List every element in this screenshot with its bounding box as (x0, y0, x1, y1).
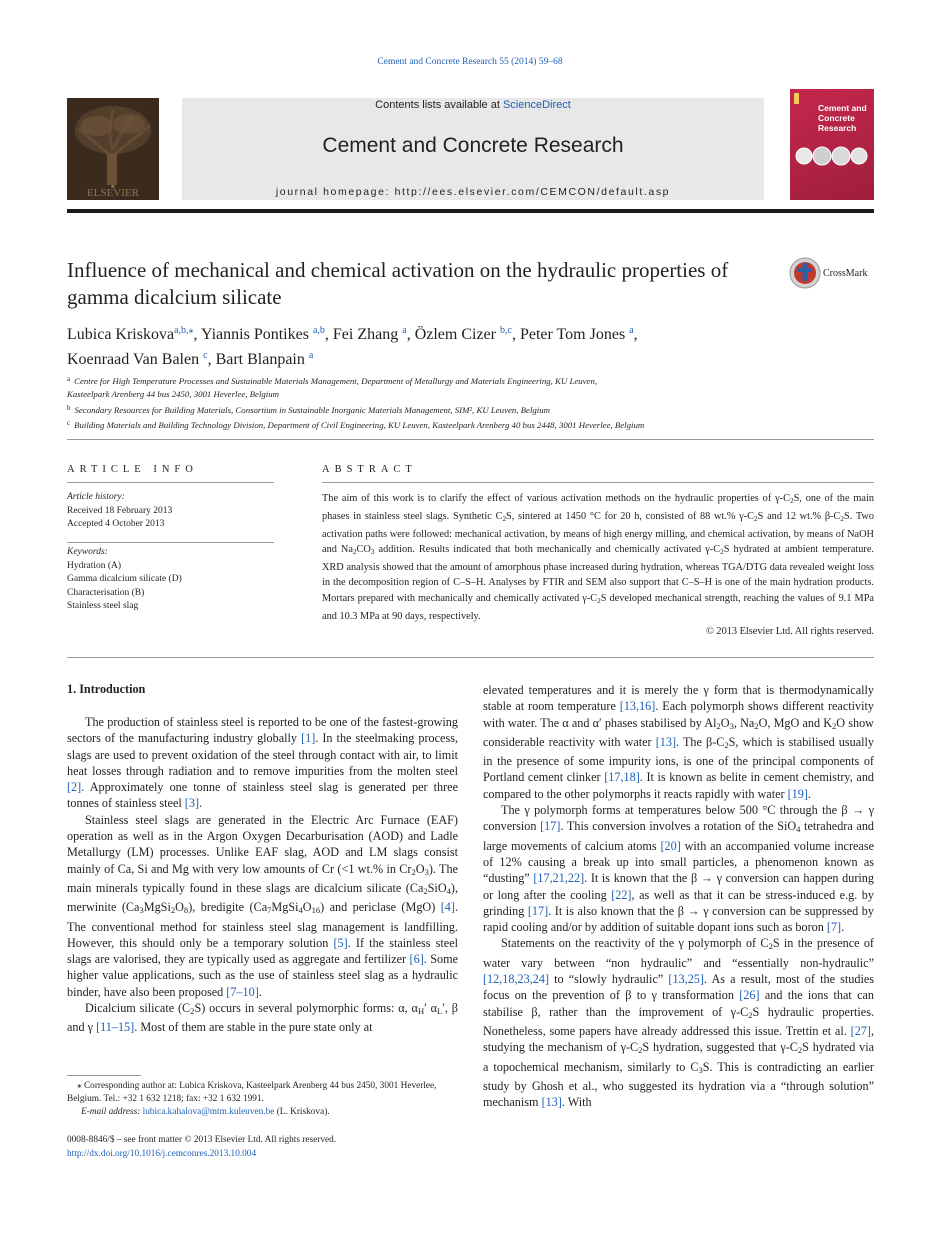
citation-link[interactable]: [27] (850, 1023, 871, 1038)
citation-link[interactable]: [11–15] (96, 1020, 135, 1035)
issn-line: 0008-8846/$ – see front matter © 2013 Elsevier Ltd. All rights reserved. (67, 1135, 337, 1145)
citation-link[interactable]: [19] (787, 786, 808, 801)
author-separator: , (633, 326, 638, 343)
cover-title-line: Research (818, 123, 857, 133)
page-footer (67, 1133, 487, 1161)
author-separator: , (511, 326, 520, 343)
received-date: Received 18 February 2013 (67, 505, 173, 516)
author-affiliation-marker[interactable]: c (203, 350, 208, 361)
abstract-heading: ABSTRACT (322, 464, 417, 475)
author-separator: , (406, 326, 415, 343)
divider (322, 482, 874, 483)
footnotes (67, 1080, 458, 1119)
affiliation-text: Building Materials and Building Technology Division, Department of Civil Engineering, KU Leuven, Kasteelpark Arenberg 40 bus 2448, 3001 Heverlee, Belgium (74, 419, 645, 430)
divider (67, 482, 274, 483)
author-name[interactable]: Özlem Cizer (414, 326, 496, 343)
keyword: Hydration (A) (67, 560, 122, 571)
header-rule (67, 209, 874, 213)
affiliation-text: Centre for High Temperature Processes and Sustainable Materials Management, Department of Metallurgy and Materials Engineering, KU Leuven, (74, 376, 598, 386)
affiliation-a (67, 373, 867, 388)
citation-link[interactable]: [17] (540, 819, 561, 834)
citation-link[interactable]: [5] (333, 935, 348, 950)
affiliations (67, 373, 867, 432)
sciencedirect-link[interactable]: ScienceDirect (502, 99, 571, 111)
body-column-right (483, 682, 874, 1110)
keyword: Characterisation (B) (67, 587, 145, 598)
author-affiliation-marker[interactable]: b,c (499, 325, 512, 336)
citation-link[interactable]: [12,18,23,24] (483, 972, 550, 987)
contents-line (182, 99, 764, 111)
abstract-copyright: © 2013 Elsevier Ltd. All rights reserved. (706, 626, 874, 637)
keywords (67, 546, 274, 614)
affiliation-key: b (67, 403, 71, 412)
citation-link[interactable]: [26] (739, 988, 760, 1003)
divider (67, 657, 874, 658)
keywords-heading: Keywords: (67, 547, 108, 557)
author-affiliation-marker[interactable]: a,b (312, 325, 325, 336)
affiliation-key: a (67, 375, 71, 383)
crossmark-badge[interactable] (789, 257, 879, 291)
citation-link[interactable]: [13,16] (619, 699, 656, 714)
elsevier-wordmark: ELSEVIER (87, 187, 139, 199)
corresponding-author-note: ⁎ Corresponding author at: Lubica Kriskova, Kasteelpark Arenberg 44 bus 2450, 3001 Heverlee, Belgium. Tel.: +32 1 632 1218; fax: +32 1 632 1991. (67, 1081, 437, 1104)
article-info-heading: ARTICLE INFO (67, 464, 198, 475)
citation-link[interactable]: [3] (184, 796, 200, 811)
affiliation-a-continued: Kasteelpark Arenberg 44 bus 2450, 3001 Heverlee, Belgium (67, 389, 279, 400)
citation-link[interactable]: [13,25] (668, 972, 704, 987)
paragraph: The production of stainless steel is reported to be one of the fastest-growing sectors of the manufacturing industry globally [1]. In the steelmaking process, slags are used to prevent oxidation of the steel through contact with air, to limit heat losses through radiation and to remove impurities from the molten steel [2]. Approximately one tonne of stainless steel slag is generated per three tonnes of stainless steel [3]. (67, 715, 459, 811)
crossmark-icon (789, 257, 821, 289)
citation-link[interactable]: [17] (527, 903, 549, 918)
doi-link[interactable]: http://dx.doi.org/10.1016/j.cemconres.2013.10.004 (67, 1149, 257, 1159)
affiliation-text: Secondary Resources for Building Materials, Consortium in Sustainable Inorganic Materials Management, SIM², KU Leuven, Belgium (74, 404, 550, 415)
author-separator: , (324, 326, 333, 343)
email-suffix: (L. Kriskova). (276, 1107, 330, 1117)
journal-homepage[interactable]: journal homepage: http://ees.elsevier.com/CEMCON/default.asp (275, 186, 671, 198)
author-separator: , (193, 326, 201, 343)
citation-link[interactable]: [17,21,22] (533, 871, 585, 886)
email-label: E-mail address: (81, 1107, 141, 1117)
citation-link[interactable]: [20] (660, 838, 681, 853)
author-name[interactable]: Yiannis Pontikes (200, 326, 309, 343)
citation-link[interactable]: [4] (440, 900, 455, 915)
citation-link[interactable]: [22] (611, 887, 632, 902)
paragraph: Dicalcium silicate $(C_2S)$ occurs in several polymorphic forms: α, $\alpha_H'$ $\alpha_L'$, β and γ [11–15]. Most of them are stable in the pure state only at (67, 1001, 458, 1035)
section-heading-introduction: 1. Introduction (67, 682, 146, 696)
divider (67, 542, 274, 543)
email-note (67, 1106, 458, 1119)
author-affiliation-marker[interactable]: a,b,⁎ (174, 325, 194, 336)
paragraph: elevated temperatures and it is merely the γ form that is thermodynamically stable at room temperature [13,16]. Each polymorph shows different reactivity with water. The α and α′ phases stabilised by $Al_2O_3$, $Na_2O$, MgO and $K_2O$ show considerable reactivity with water [13]. The $\beta-C_2S$, which is stabilised usually in the presence of some impurity ions, is one of the principal components of Portland cement clinker [17,18]. It is known as belite in cement chemistry, and compared to the other polymorphs it reacts rapidly with water [19]. (483, 683, 875, 801)
paragraph: The γ polymorph forms at temperatures below 500 °C through the β → γ conversion [17]. This conversion involves a rotation of the SiO$_4$ tetrahedra and large movements of calcium atoms [20] with an accompanied volume increase of 12% causing a break up into small particles, a phenomenon known as “dusting” [17,21,22]. It is known that the β → γ conversion can happen during or long after the cooling [22], as well as that it can be stress-induced e.g. by grinding [17]. It is also known that the β → γ conversion can be suppressed by rapid cooling and/or by addition of suitable dopant ions such as boron [7]. (483, 803, 875, 935)
citation-link[interactable]: [2] (67, 780, 82, 795)
paragraph: Statements on the reactivity of the γ polymorph of $C_2S$ in the presence of water vary between “non hydraulic” and “essentially non-hydraulic” [12,18,23,24] to “slowly hydraulic” [13,25]. As a result, most of the studies focus on the prevention of β to γ transformation [26] and the ions that can stabilise β, rather than the improvement of $\gamma-C_2S$ hydraulic properties. Nonetheless, some papers have already addressed this issue. Trettin et al. [27], studying the mechanism of $\gamma-C_2S$ hydration, suggested that $\gamma-C_2S$ hydrated via a topochemical mechanism, similarly to $C_3S$. This is contradicting an earlier study by Ghosh et al., who suggested its hydration via a “through solution” mechanism [13]. With (483, 936, 874, 1110)
cover-title-line: Cement and (818, 103, 867, 113)
cover-title-line: Concrete (818, 113, 855, 123)
citation-link[interactable]: [13] (655, 734, 677, 749)
author-name[interactable]: Peter Tom Jones (519, 326, 626, 343)
article-title: Influence of mechanical and chemical activation on the hydraulic properties of gamma dicalcium silicate (67, 258, 729, 309)
footnote-rule (67, 1075, 141, 1076)
author-name[interactable]: Lubica Kriskova (67, 326, 175, 343)
author-name[interactable]: Fei Zhang (332, 326, 399, 343)
journal-cover (790, 89, 874, 200)
author-separator: , (207, 351, 216, 368)
email-link[interactable]: lubica.kahalova@mtm.kuleuven.be (142, 1107, 275, 1117)
author-affiliation-marker[interactable]: a (402, 325, 407, 336)
paragraph: Stainless steel slags are generated in the Electric Arc Furnace (EAF) operation as well as in the Argon Oxygen Decarburisation (AOD) and Ladle Metallurgy (LM) processes. Unlike EAF slag, AOD and LM slags consist mainly of Ca, Si and Mg with very low amounts of Cr (<1 wt.% in $Cr_2O_3$). The main minerals typically found in these slags are dicalcium silicate $(Ca_2SiO_4)$, merwinite $(Ca_3MgSi_2O_8)$, bredigite $(Ca_7MgSi_4O_{16})$ and periclase (MgO) [4]. The conventional method for stainless steel slag management is landfilling. However, this should only be a temporary solution [5]. If the stainless steel slags are valorised, they are typically used as aggregate and fertilizer [6]. Some higher value applications, such as the use of stainless steel slag as a hydraulic binder, have also been proposed [7–10]. (67, 812, 459, 999)
accepted-date: Accepted 4 October 2013 (67, 519, 165, 529)
keyword: Gamma dicalcium silicate (D) (67, 574, 182, 584)
crossmark-label: CrossMark (823, 268, 868, 279)
citation-link[interactable]: [7–10] (226, 984, 259, 999)
elsevier-logo (67, 98, 159, 200)
article-history-heading: Article history: (67, 492, 125, 502)
citation-link[interactable]: [17,18] (604, 770, 640, 785)
cover-title (818, 103, 867, 133)
abstract-text: The aim of this work is to clarify the effect of various activation methods on the hydraulic properties of $\gamma-C_2S$, one of the main phases in stainless steel slags. Synthetic $C_2S$, sintered at 1450 °C for 20 h, consisted of 88 wt.% $\gamma-C_2S$ and 12 wt.% $\beta-C_2S$. Two activation paths were followed: mechanical activation, by means of high energy milling, and chemical activation, by means of NaOH and $Na_2CO_3$ addition. Results indicated that both mechanically and chemically activated $\gamma-C_2S$ hydrated at ambient temperature. XRD analysis showed that the amount of amorphous phase increased during hydration, whereas TGA/DTG data revealed weight loss in the decomposition region of C–S–H. Analyses by FTIR and SEM also support that C–S–H is one of the main hydration products. Mortars prepared with mechanically and chemically activated $\gamma-C_2S$ developed mechanical strength, reaching the values of 9.1 MPa and 10.3 MPa at 90 days, respectively. (322, 493, 874, 622)
author-affiliation-marker[interactable]: a (308, 350, 314, 361)
author-list (67, 320, 867, 370)
cover-microscopy-images (794, 144, 870, 168)
cover-strip (794, 93, 799, 104)
affiliation-b (67, 402, 867, 417)
divider (67, 439, 874, 440)
contents-prefix: Contents lists available at (375, 99, 503, 111)
author-name[interactable]: Koenraad Van Balen (67, 351, 200, 368)
article-history (67, 491, 274, 532)
citation-link[interactable]: [7] (826, 920, 842, 935)
author-name[interactable]: Bart Blanpain (215, 351, 305, 368)
citation-link[interactable]: [6] (409, 952, 424, 967)
citation-link[interactable]: [1] (301, 731, 316, 746)
affiliation-c (67, 417, 867, 432)
journal-title: Cement and Concrete Research (322, 134, 624, 157)
journal-reference[interactable]: Cement and Concrete Research 55 (2014) 59–68 (377, 57, 563, 67)
keyword: Stainless steel slag (67, 601, 139, 611)
body-column-left (67, 714, 458, 1036)
citation-link[interactable]: [13] (541, 1095, 562, 1110)
author-affiliation-marker[interactable]: a (629, 325, 634, 336)
affiliation-key: c (67, 418, 71, 427)
